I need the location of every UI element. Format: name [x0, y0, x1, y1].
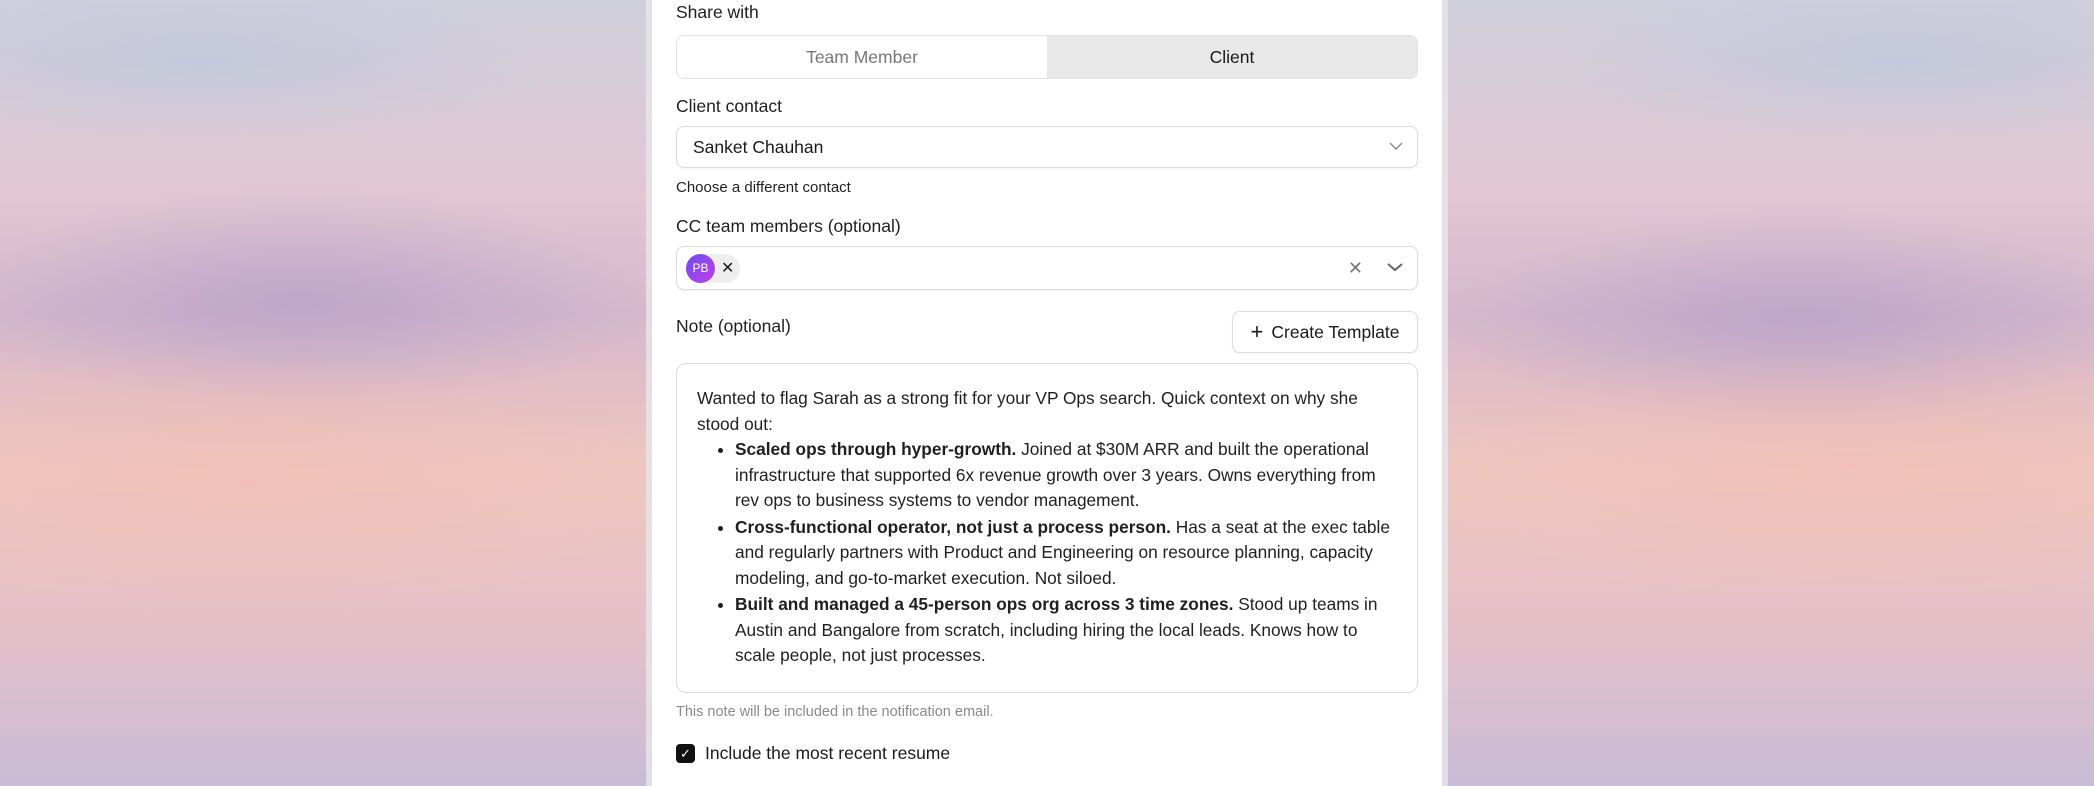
- client-contact-label: Client contact: [676, 96, 783, 116]
- choose-different-contact-link[interactable]: Choose a different contact: [676, 179, 851, 196]
- list-item: [735, 592, 1397, 669]
- avatar: PB: [686, 254, 715, 283]
- cc-members-select[interactable]: [676, 246, 1418, 290]
- plus-icon: +: [1250, 319, 1264, 344]
- note-bullets: [697, 437, 1397, 669]
- bullet-title: Built and managed a 45-person ops org across 3 time zones.: [735, 594, 1234, 614]
- include-resume-checkbox[interactable]: [676, 743, 950, 764]
- create-template-label: Create Template: [1271, 321, 1400, 342]
- client-contact-select[interactable]: [676, 126, 1418, 168]
- bullet-title: Scaled ops through hyper-growth.: [735, 439, 1017, 459]
- chevron-down-icon[interactable]: [1387, 259, 1403, 277]
- create-template-button[interactable]: [1232, 311, 1418, 353]
- note-textarea[interactable]: [676, 363, 1418, 693]
- note-intro: Wanted to flag Sarah as a strong fit for your VP Ops search. Quick context on why she stood out:: [697, 388, 1358, 434]
- bullet-text: Has a seat at the exec table and regularly partners with Product and Engineering on resource planning, capacity modeling, and go-to-market execution. Not siloed.: [735, 516, 1390, 588]
- include-resume-label: Include the most recent resume: [705, 743, 951, 763]
- bullet-text: Joined at $30M ARR and built the operational infrastructure that supported 6x revenue growth over 3 years. Owns everything from rev ops to business systems to vendor management.: [735, 439, 1376, 510]
- cc-member-chip: [686, 254, 740, 283]
- note-helper-text: This note will be included in the notification email.: [676, 704, 994, 720]
- client-contact-value: Sanket Chauhan: [693, 136, 824, 157]
- remove-chip-icon[interactable]: ✕: [721, 260, 735, 277]
- list-item: [735, 437, 1397, 514]
- share-panel: [652, 0, 1442, 786]
- checkmark-icon[interactable]: ✓: [676, 744, 695, 763]
- bullet-text: Stood up teams in Austin and Bangalore from scratch, including hiring the local leads. Knows how to scale people, not just processes.: [735, 594, 1378, 665]
- option-client[interactable]: Client: [1047, 36, 1417, 78]
- option-team-member[interactable]: Team Member: [677, 36, 1047, 78]
- note-label: Note (optional): [676, 316, 791, 336]
- clear-all-icon[interactable]: ✕: [1347, 257, 1363, 278]
- cc-label: CC team members (optional): [676, 216, 901, 236]
- share-with-toggle[interactable]: [676, 35, 1418, 79]
- bullet-title: Cross-functional operator, not just a process person.: [735, 516, 1171, 537]
- share-with-label: Share with: [676, 2, 759, 22]
- chevron-down-icon: [1389, 138, 1403, 156]
- list-item: [735, 515, 1397, 592]
